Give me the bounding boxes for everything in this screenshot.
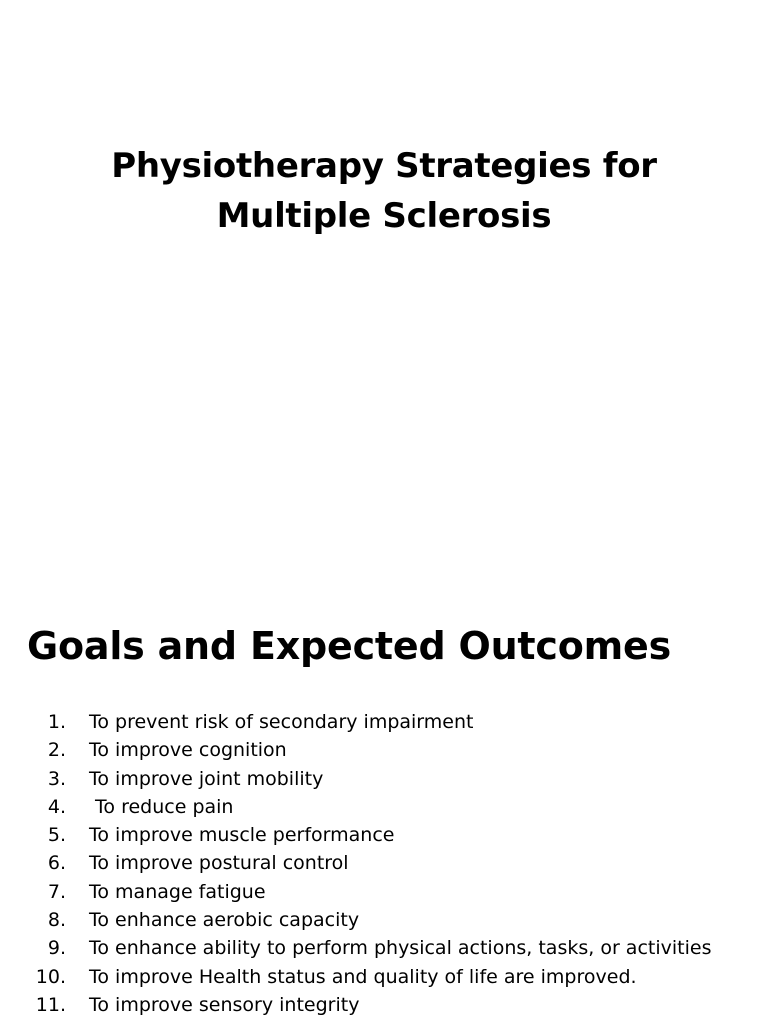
- list-item-number: 4.: [47, 795, 66, 818]
- list-item-number: 10.: [35, 965, 66, 988]
- list-item-number: 1.: [47, 711, 66, 733]
- title-line-2: Multiple Sclerosis: [216, 196, 552, 236]
- list-item-number: 2.: [47, 739, 66, 762]
- list-item-text: To improve sensory integrity: [89, 993, 360, 1016]
- presentation-title: [0, 141, 768, 241]
- list-item-number: 11.: [35, 993, 66, 1016]
- list-item-number: 9.: [47, 937, 66, 960]
- list-item-number: 3.: [47, 767, 66, 790]
- list-item-text: To prevent risk of secondary impairment: [89, 711, 474, 733]
- list-item-number: 6.: [47, 852, 66, 875]
- list-item-text: To improve muscle performance: [89, 824, 395, 847]
- list-item-text: To improve joint mobility: [89, 767, 324, 790]
- title-line-1: Physiotherapy Strategies for: [111, 146, 657, 186]
- goals-slide: [0, 580, 768, 1024]
- list-item-text: To enhance aerobic capacity: [89, 909, 360, 932]
- list-item-text: To reduce pain: [89, 795, 234, 818]
- list-item-text: To improve cognition: [89, 739, 287, 762]
- list-item-text: To enhance ability to perform physical actions, tasks, or activities: [89, 937, 712, 960]
- list-item-text: To improve postural control: [89, 852, 349, 875]
- list-item-number: 8.: [47, 909, 66, 932]
- list-item-text: To improve Health status and quality of life are improved.: [89, 965, 637, 988]
- list-item-number: 7.: [47, 880, 66, 903]
- goals-heading: Goals and Expected Outcomes: [27, 624, 672, 668]
- list-item-number: 5.: [47, 824, 66, 847]
- list-item-text: To manage fatigue: [89, 880, 266, 903]
